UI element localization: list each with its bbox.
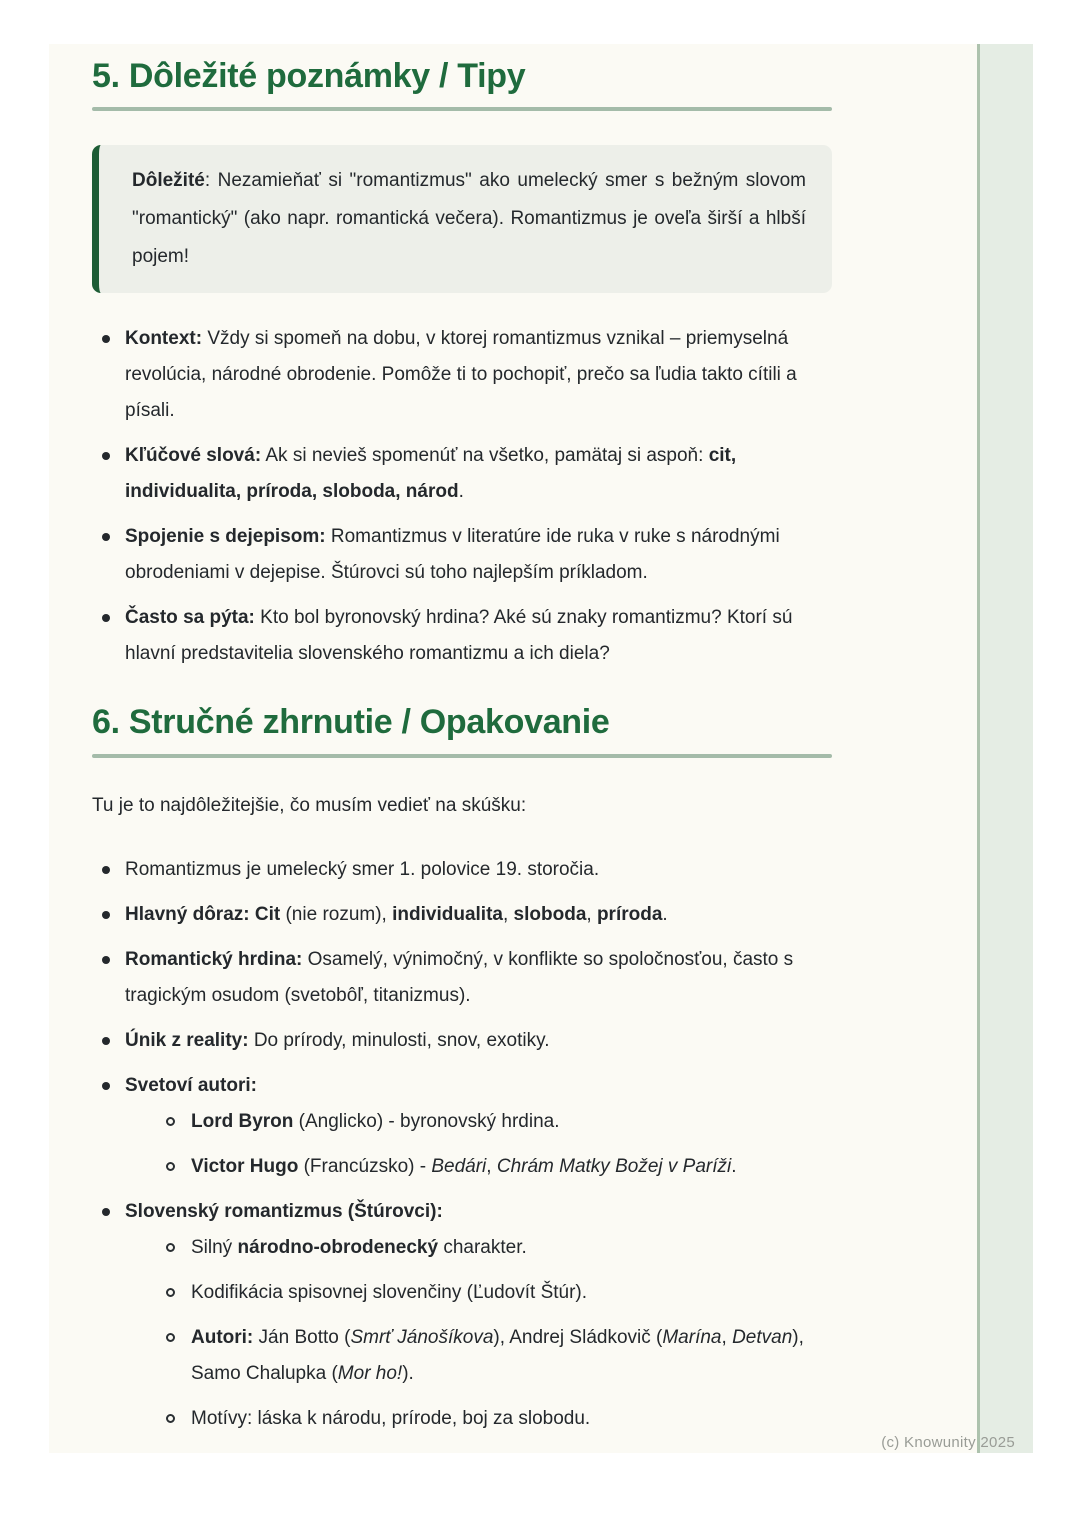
list-item-text	[125, 897, 832, 933]
list-item	[92, 1023, 832, 1059]
sub-list-item	[158, 1230, 832, 1266]
bullet-icon	[102, 1082, 110, 1090]
bullet-icon	[102, 956, 110, 964]
text-segment: Únik z reality:	[125, 1029, 249, 1051]
list-item-text	[191, 1320, 832, 1392]
text-segment: Silný	[191, 1236, 238, 1258]
text-segment: Ján Botto (	[253, 1326, 351, 1348]
text-segment: cit, individualita, príroda, sloboda, národ	[125, 445, 737, 503]
important-callout	[92, 145, 832, 293]
list-item	[92, 942, 832, 1014]
list-item	[92, 852, 832, 888]
text-segment: .	[731, 1155, 737, 1177]
text-segment: ), Andrej Sládkovič (	[493, 1326, 663, 1348]
text-segment: ), Samo Chalupka (	[191, 1326, 804, 1384]
bullet-icon	[102, 335, 110, 343]
list-item-text	[125, 1068, 832, 1104]
bullet-icon	[102, 614, 110, 622]
text-segment: Kto bol byronovský hrdina? Aké sú znaky romantizmu? Ktorí sú hlavní predstavitelia slovenského romantizmu a ich diela?	[125, 607, 793, 665]
summary-list	[92, 852, 832, 1437]
document-page	[49, 44, 1033, 1453]
text-segment: Do prírody, minulosti, snov, exotiky.	[248, 1029, 550, 1051]
text-segment: Spojenie s dejepisom:	[125, 526, 326, 548]
section-6-divider	[92, 754, 832, 758]
section-5-heading: 5. Dôležité poznámky / Tipy	[92, 57, 526, 95]
text-segment: Kodifikácia spisovnej slovenčiny (Ľudovít Štúr).	[191, 1281, 588, 1303]
sub-list-item	[158, 1275, 832, 1311]
text-segment: Hlavný dôraz: Cit	[125, 903, 281, 925]
page-edge-stripe	[977, 44, 1033, 1453]
text-segment: ,	[486, 1155, 497, 1177]
list-item-text	[191, 1275, 832, 1311]
text-segment: Bedári	[431, 1155, 487, 1177]
list-item	[92, 321, 832, 429]
circle-bullet-icon	[166, 1333, 175, 1342]
text-segment: ,	[586, 903, 597, 925]
copyright-footer: (c) Knowunity 2025	[881, 1434, 1015, 1451]
text-segment: Ak si nevieš spomenúť na všetko, pamätaj si aspoň:	[261, 445, 709, 467]
text-segment: Smrť Jánošíkova	[350, 1326, 494, 1348]
text-segment: ,	[721, 1326, 733, 1348]
list-item-text	[191, 1104, 832, 1140]
text-segment: Vždy si spomeň na dobu, v ktorej romantizmus vznikal – priemyselná revolúcia, národné obrodenie. Pomôže ti to pochopiť, prečo sa ľudia takto cítili a písali.	[125, 328, 797, 422]
text-segment: Romantizmus je umelecký smer 1. polovice 19. storočia.	[125, 858, 600, 880]
sub-list-item	[158, 1401, 832, 1437]
list-item-text	[125, 1023, 832, 1059]
text-segment: Autori:	[191, 1326, 254, 1348]
text-segment: Chrám Matky Božej v Paríži	[496, 1155, 732, 1177]
circle-bullet-icon	[166, 1288, 175, 1297]
list-item	[92, 897, 832, 933]
tips-list	[92, 321, 832, 672]
list-item-text	[125, 438, 832, 510]
bullet-icon	[102, 1037, 110, 1045]
text-segment: Motívy: láska k národu, prírode, boj za slobodu.	[191, 1407, 591, 1429]
circle-bullet-icon	[166, 1414, 175, 1423]
list-item-text	[125, 942, 832, 1014]
sub-list	[158, 1230, 832, 1437]
list-item	[92, 438, 832, 510]
text-segment: individualita	[392, 903, 503, 925]
sub-list-item	[158, 1320, 832, 1392]
sub-list-item	[158, 1104, 832, 1140]
text-segment: .	[662, 903, 668, 925]
section-6-heading: 6. Stručné zhrnutie / Opakovanie	[92, 703, 610, 742]
text-segment: príroda	[596, 903, 663, 925]
text-segment: Slovenský romantizmus (Štúrovci):	[125, 1200, 443, 1222]
list-item-text	[125, 852, 832, 888]
list-item-text	[191, 1149, 832, 1185]
section-5-divider	[92, 107, 832, 111]
list-item	[92, 1194, 832, 1437]
text-segment: Osamelý, výnimočný, v konflikte so spoločnosťou, často s tragickým osudom (svetobôľ, titanizmus).	[125, 948, 794, 1006]
list-item	[92, 519, 832, 591]
list-item-text	[125, 519, 832, 591]
sub-list	[158, 1104, 832, 1185]
circle-bullet-icon	[166, 1243, 175, 1252]
list-item-text	[191, 1401, 832, 1437]
text-segment: Často sa pýta:	[125, 607, 255, 629]
bullet-icon	[102, 533, 110, 541]
text-segment: Romantický hrdina:	[125, 948, 303, 970]
list-item	[92, 1068, 832, 1185]
bullet-icon	[102, 911, 110, 919]
sub-list-item	[158, 1149, 832, 1185]
important-callout-text	[132, 162, 806, 276]
circle-bullet-icon	[166, 1117, 175, 1126]
bullet-icon	[102, 452, 110, 460]
text-segment: : Nezamieňať si "romantizmus" ako umelecký smer s bežným slovom "romantický" (ako napr. romantická večera). Romantizmus je oveľa širší a hlbší pojem!	[132, 170, 806, 268]
text-segment: Victor Hugo	[191, 1155, 299, 1177]
text-segment: Dôležité	[132, 170, 205, 192]
text-segment: Kontext:	[125, 328, 203, 350]
text-segment: ).	[402, 1362, 414, 1384]
list-item-text	[125, 321, 832, 429]
text-segment: Mor ho!	[337, 1362, 403, 1384]
summary-intro: Tu je to najdôležitejšie, čo musím vedieť na skúšku:	[92, 794, 527, 816]
page-content	[92, 44, 832, 1446]
bullet-icon	[102, 1208, 110, 1216]
text-segment: Detvan	[732, 1326, 793, 1348]
text-segment: .	[458, 481, 464, 503]
list-item-text	[125, 1194, 832, 1230]
list-item-text	[125, 600, 832, 672]
text-segment: (Anglicko) - byronovský hrdina.	[293, 1110, 560, 1132]
bullet-icon	[102, 866, 110, 874]
text-segment: Svetoví autori:	[125, 1074, 257, 1096]
circle-bullet-icon	[166, 1162, 175, 1171]
text-segment: charakter.	[438, 1236, 527, 1258]
text-segment: Romantizmus v literatúre ide ruka v ruke s národnými obrodeniami v dejepise. Štúrovci sú toho najlepším príkladom.	[125, 526, 780, 584]
text-segment: ,	[502, 903, 514, 925]
text-segment: (Francúzsko) -	[298, 1155, 432, 1177]
list-item-text	[191, 1230, 832, 1266]
list-item	[92, 600, 832, 672]
text-segment: sloboda	[513, 903, 587, 925]
text-segment: Lord Byron	[191, 1110, 294, 1132]
text-segment: (nie rozum),	[280, 903, 393, 925]
text-segment: Marína	[662, 1326, 722, 1348]
text-segment: Kľúčové slová:	[125, 445, 262, 467]
text-segment: národno-obrodenecký	[237, 1236, 439, 1258]
